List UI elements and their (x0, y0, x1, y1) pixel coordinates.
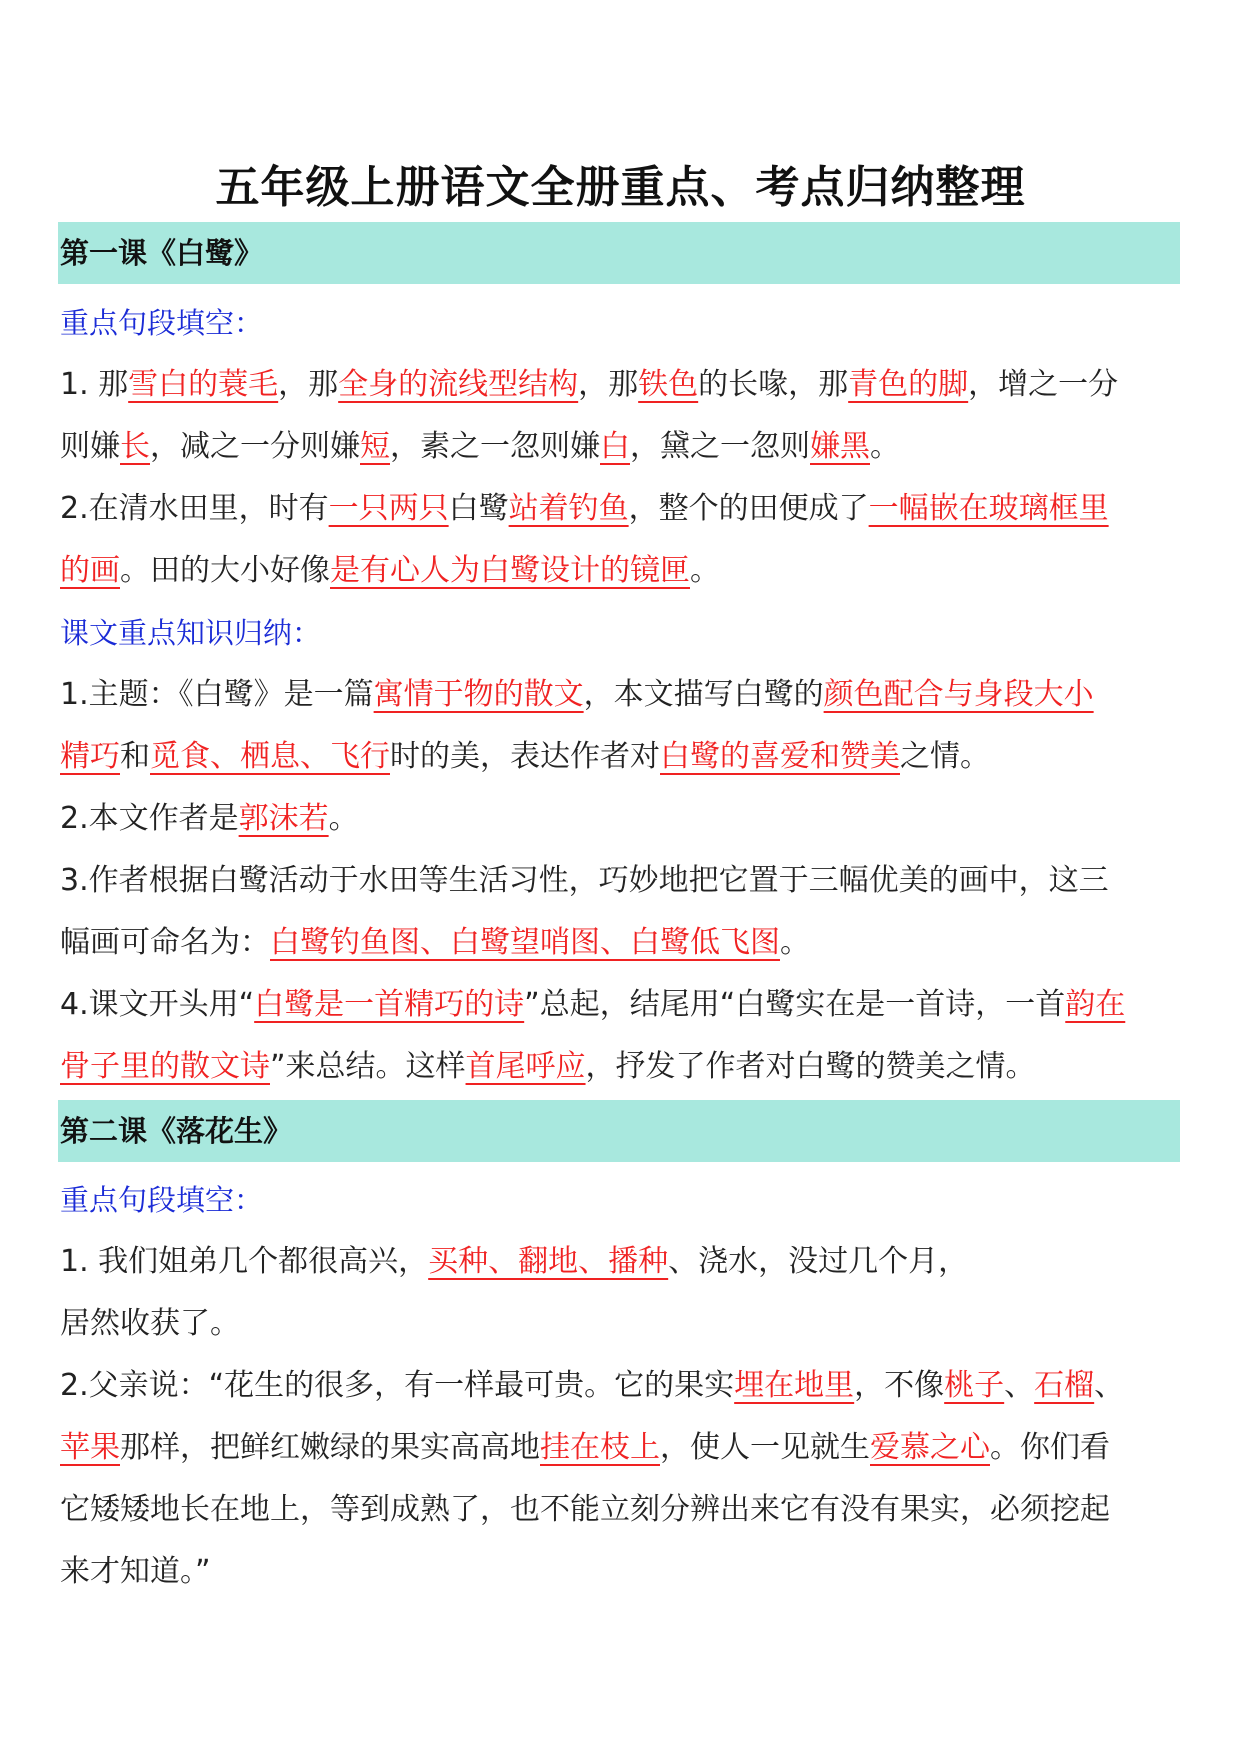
text-segment: ，不像 (854, 1368, 945, 1403)
lesson-2-fill-heading: 重点句段填空： (60, 1183, 264, 1217)
lesson-1-point-4 (60, 974, 1180, 1098)
text-segment: 。田的大小好像 (120, 553, 330, 588)
text-segment: 2.本文作者是 (60, 801, 239, 836)
text-line (60, 1293, 1180, 1355)
text-segment: ，那 (578, 367, 639, 402)
text-line (60, 1479, 1180, 1541)
text-segment: 来才知道。” (60, 1554, 211, 1589)
answer-highlight: 颜色配合与身段大小 (823, 677, 1094, 712)
text-line (60, 974, 1180, 1036)
text-segment: 。 (870, 429, 900, 464)
text-line (60, 478, 1180, 540)
text-line (60, 726, 1180, 788)
text-segment: 1. 我们姐弟几个都很高兴， (60, 1244, 429, 1279)
text-segment: ，增之一分 (968, 367, 1119, 402)
lesson-1-heading: 第一课《白鹭》 (58, 222, 1180, 284)
answer-highlight: 全身的流线型结构 (338, 367, 579, 402)
answer-highlight: 站着钓鱼 (508, 491, 629, 526)
lesson-1-author (60, 788, 1180, 850)
text-line (60, 1355, 1180, 1417)
answer-highlight: 精巧 (60, 739, 120, 774)
answer-highlight: 首尾呼应 (465, 1049, 586, 1084)
text-segment: 。你们看 (990, 1430, 1110, 1465)
answer-highlight: 石榴 (1034, 1368, 1095, 1403)
text-segment: 。 (328, 801, 359, 836)
text-segment: 1. 那 (60, 367, 129, 402)
answer-highlight: 一只两只 (328, 491, 449, 526)
text-segment: 那样，把鲜红嫩绿的果实高高地 (120, 1430, 540, 1465)
text-line (60, 1541, 1180, 1603)
text-segment: 居然收获了。 (60, 1306, 240, 1341)
answer-highlight: 青色的脚 (848, 367, 969, 402)
text-line (60, 850, 1180, 912)
text-segment: ，抒发了作者对白鹭的赞美之情。 (585, 1049, 1036, 1084)
text-segment: ，本文描写白鹭的 (583, 677, 824, 712)
text-segment: 。 (780, 925, 810, 960)
text-segment: ，那 (278, 367, 339, 402)
text-line (60, 354, 1180, 416)
answer-highlight: 一幅嵌在玻璃框里 (868, 491, 1109, 526)
text-segment: ，黛之一忽则 (630, 429, 810, 464)
lesson-1-fill-q2 (60, 478, 1180, 602)
text-segment: 之情。 (900, 739, 990, 774)
answer-highlight: 短 (360, 429, 390, 464)
answer-highlight: 白鹭钓鱼图、白鹭望哨图、白鹭低飞图 (270, 925, 780, 960)
answer-highlight: 爱慕之心 (870, 1430, 990, 1465)
answer-highlight: 桃子 (944, 1368, 1005, 1403)
text-segment: ，素之一忽则嫌 (390, 429, 600, 464)
answer-highlight: 白鹭是一首精巧的诗 (254, 987, 525, 1022)
text-segment: 和 (120, 739, 150, 774)
text-segment: 时的美，表达作者对 (390, 739, 660, 774)
text-line (60, 664, 1180, 726)
answer-highlight: 寓情于物的散文 (373, 677, 584, 712)
text-segment: ”来总结。这样 (270, 1049, 466, 1084)
text-segment: ，使人一见就生 (660, 1430, 870, 1465)
text-segment: 3.作者根据白鹭活动于水田等生活习性，巧妙地把它置于三幅优美的画中，这三 (60, 863, 1109, 898)
text-segment: 、 (1094, 1368, 1125, 1403)
text-line (60, 416, 1180, 478)
answer-highlight: 郭沫若 (238, 801, 329, 836)
text-segment: 白鹭 (448, 491, 509, 526)
answer-highlight: 白鹭的喜爱和赞美 (660, 739, 900, 774)
page-title: 五年级上册语文全册重点、考点归纳整理 (215, 162, 1026, 213)
answer-highlight: 苹果 (60, 1430, 120, 1465)
answer-highlight: 的画 (60, 553, 120, 588)
text-segment: 。 (690, 553, 720, 588)
text-segment: 、 (1004, 1368, 1035, 1403)
answer-highlight: 觅食、栖息、飞行 (150, 739, 390, 774)
text-segment: 的长喙，那 (698, 367, 849, 402)
text-segment: 2.父亲说：“花生的很多，有一样最可贵。它的果实 (60, 1368, 735, 1403)
lesson-1-fill-heading: 重点句段填空： (60, 306, 264, 340)
answer-highlight: 铁色 (638, 367, 699, 402)
text-segment: 、浇水，没过几个月， (668, 1244, 969, 1279)
answer-highlight: 是有心人为白鹭设计的镜匣 (330, 553, 690, 588)
lesson-2-heading: 第二课《落花生》 (58, 1100, 1180, 1162)
answer-highlight: 嫌黑 (810, 429, 870, 464)
text-segment: 它矮矮地长在地上，等到成熟了，也不能立刻分辨出来它有没有果实，必须挖起 (60, 1492, 1110, 1527)
text-segment: 1.主题：《白鹭》是一篇 (60, 677, 374, 712)
lesson-1-fill-q1 (60, 354, 1180, 478)
text-segment: 2.在清水田里，时有 (60, 491, 329, 526)
answer-highlight: 雪白的蓑毛 (128, 367, 279, 402)
answer-highlight: 韵在 (1065, 987, 1126, 1022)
text-segment: 则嫌 (60, 429, 120, 464)
lesson-1-point-3 (60, 850, 1180, 974)
text-line (60, 1417, 1180, 1479)
text-segment: ”总起，结尾用“白鹭实在是一首诗，一首 (524, 987, 1066, 1022)
lesson-2-fill-q2 (60, 1355, 1180, 1603)
answer-highlight: 埋在地里 (734, 1368, 855, 1403)
text-line (60, 540, 1180, 602)
lesson-1-theme (60, 664, 1180, 788)
answer-highlight: 长 (120, 429, 150, 464)
text-line (60, 912, 1180, 974)
text-segment: ，减之一分则嫌 (150, 429, 360, 464)
text-segment: 幅画可命名为： (60, 925, 270, 960)
text-line (60, 788, 1180, 850)
text-segment: 4.课文开头用“ (60, 987, 255, 1022)
answer-highlight: 骨子里的散文诗 (60, 1049, 270, 1084)
lesson-2-fill-q1 (60, 1231, 1180, 1355)
answer-highlight: 挂在枝上 (540, 1430, 660, 1465)
text-segment: ，整个的田便成了 (628, 491, 869, 526)
text-line (60, 1231, 1180, 1293)
lesson-1-knowledge-heading: 课文重点知识归纳： (60, 616, 322, 650)
answer-highlight: 买种、翻地、播种 (428, 1244, 669, 1279)
text-line (60, 1036, 1180, 1098)
answer-highlight: 白 (600, 429, 630, 464)
